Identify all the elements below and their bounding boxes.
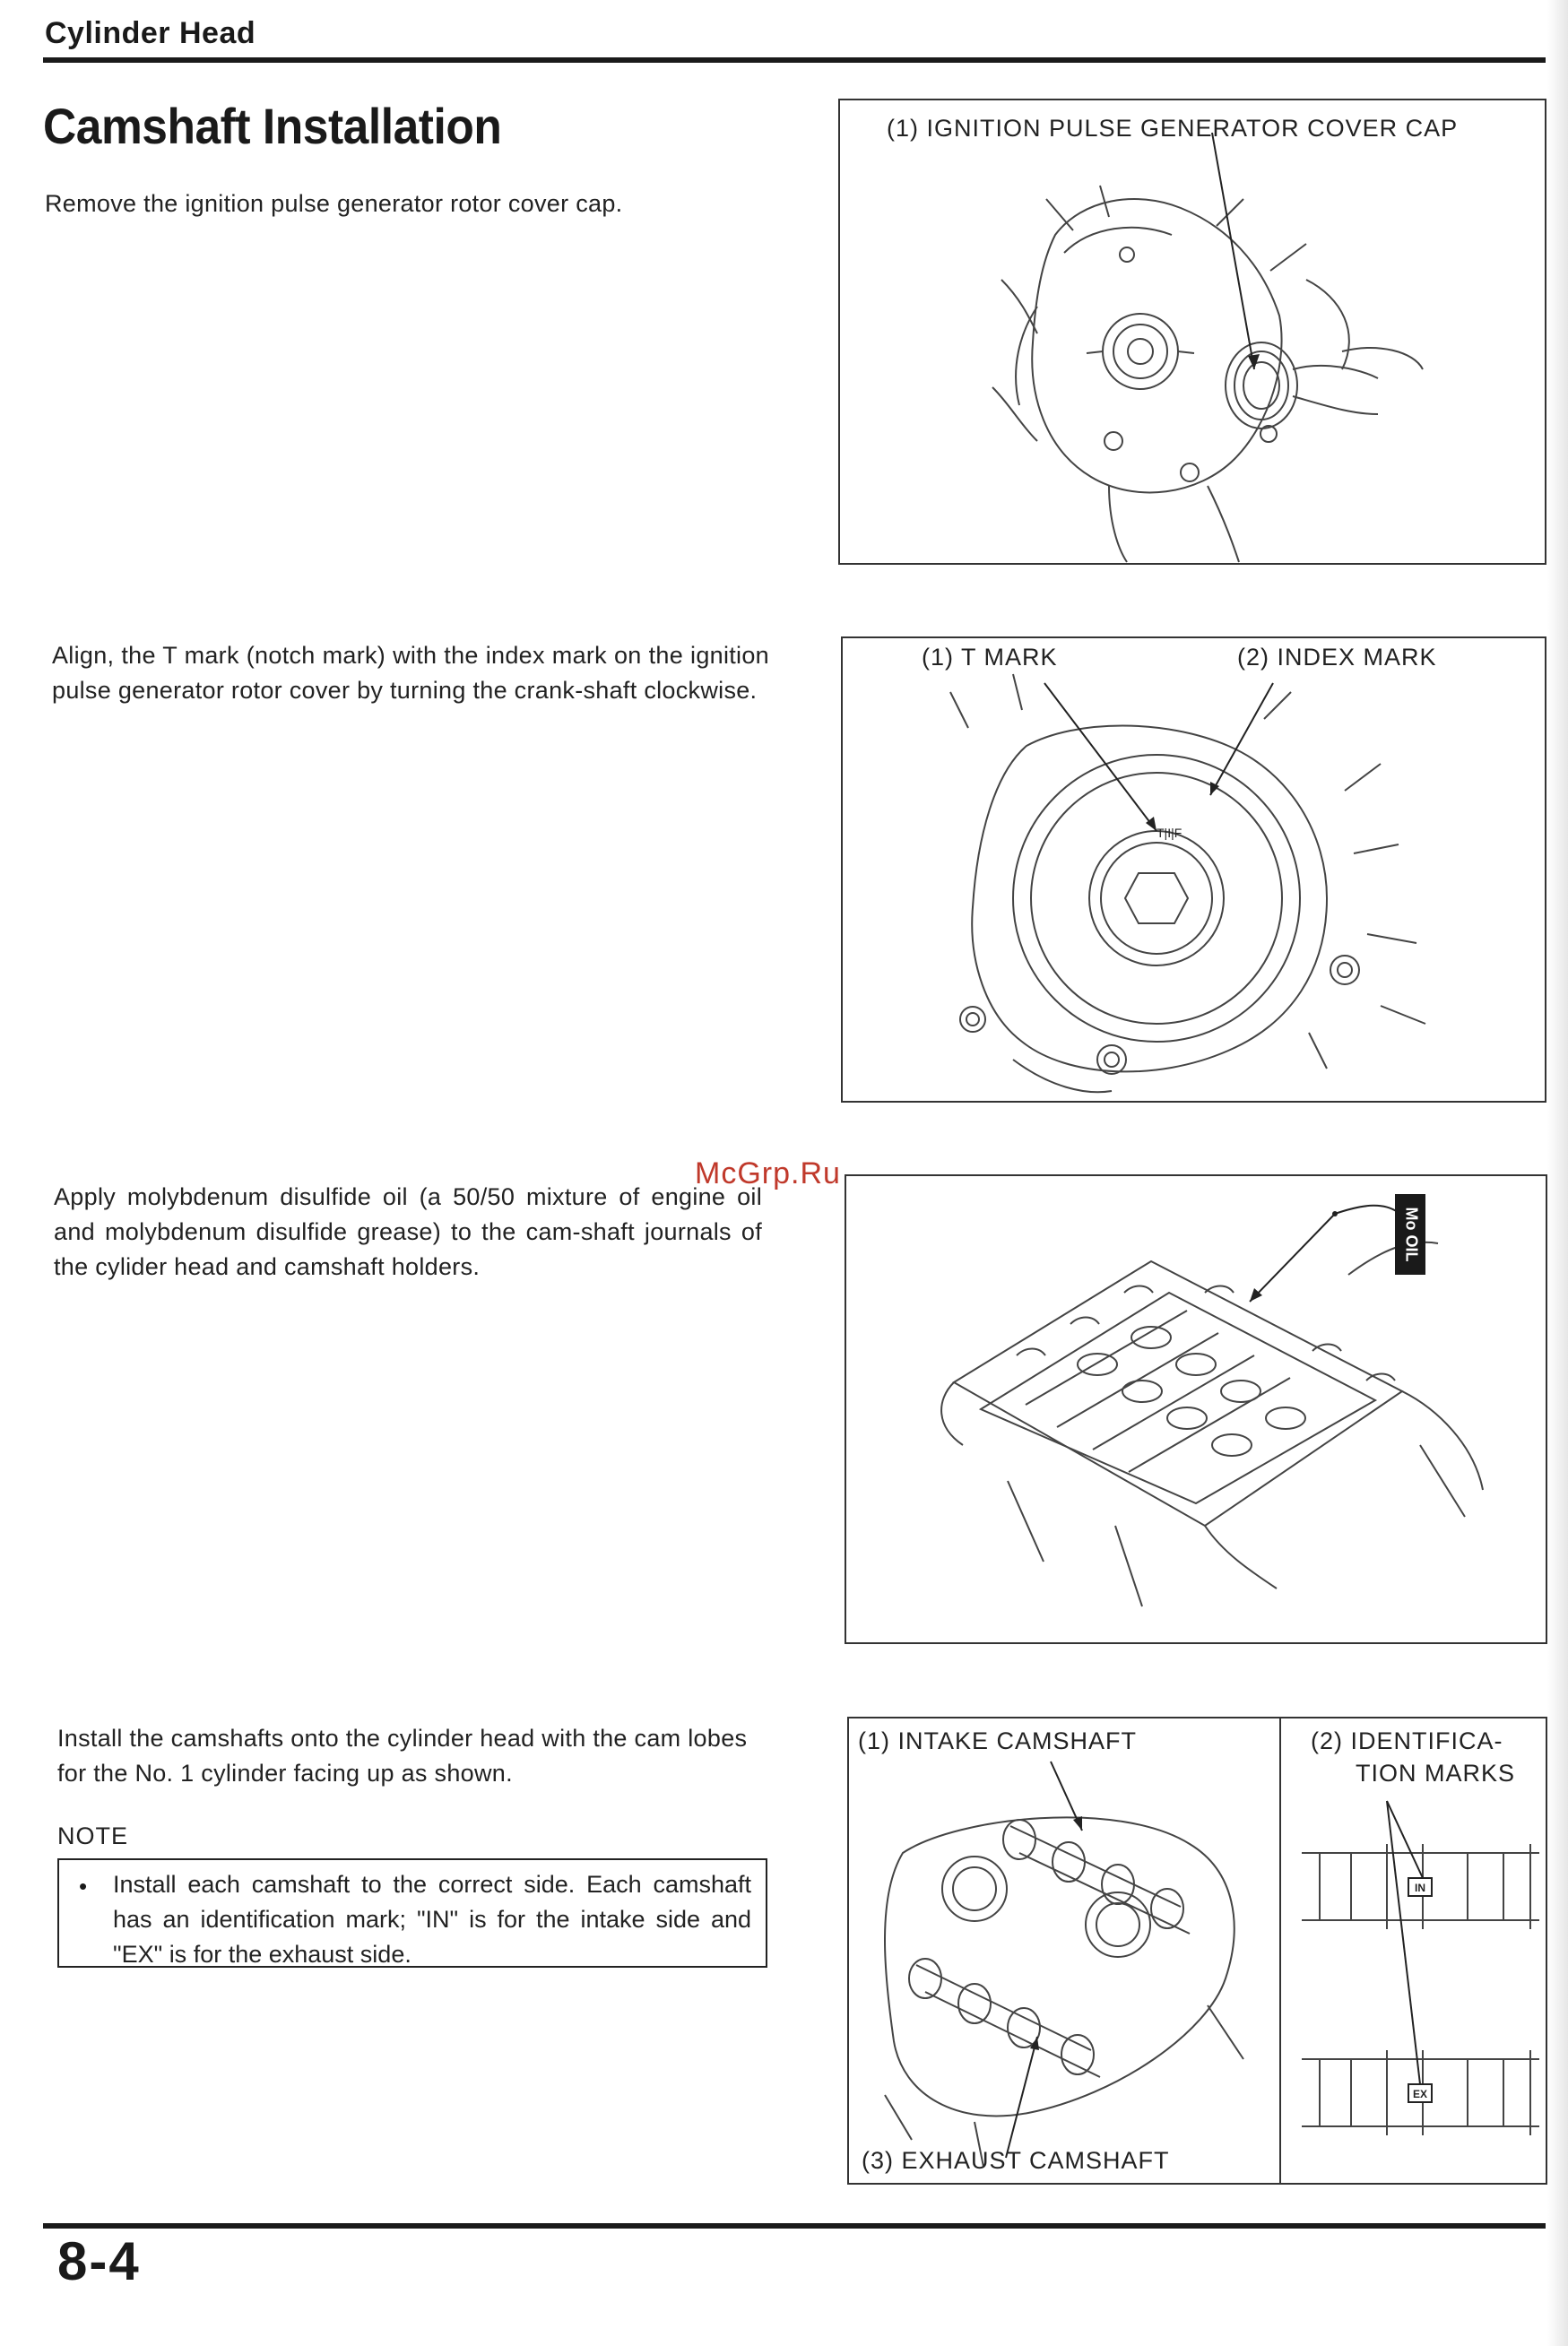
header-rule	[43, 57, 1546, 63]
fig1-label-cover-cap: (1) IGNITION PULSE GENERATOR COVER CAP	[887, 115, 1459, 142]
fig2-label-t-mark: (1) T MARK	[922, 644, 1058, 671]
section-title: Cylinder Head	[45, 16, 256, 50]
footer-rule	[43, 2223, 1546, 2229]
camshafts-illustration	[849, 1718, 1546, 2183]
step-4-text: Install the camshafts onto the cylinder head with the cam lobes for the No. 1 cylinder facing up as shown.	[57, 1725, 748, 1787]
step-3-text: Apply molybdenum disulfide oil (a 50/50 mixture of engine oil and molybdenum disulfide grease) to the cam-shaft journals of the cylider head and camshaft holders.	[54, 1183, 762, 1280]
fig4-label-id-marks-line2: TION MARKS	[1356, 1760, 1516, 1787]
fig4-label-id-marks-line1: (2) IDENTIFICA-	[1311, 1727, 1503, 1754]
page-number: 8-4	[57, 2231, 141, 2291]
page-title: Camshaft Installation	[43, 98, 502, 154]
watermark: McGrp.Ru	[695, 1156, 841, 1190]
fig4-label-intake: (1) INTAKE CAMSHAFT	[858, 1727, 1138, 1754]
rotor-marks-text: T|I|F	[1157, 826, 1182, 840]
note-text: Install each camshaft to the correct side. Each camshaft has an identification mark; "IN" is for the intake side and "EX" is for the exhaust side.	[113, 1871, 751, 1968]
cylinder-head-illustration	[846, 1176, 1546, 1642]
figure-cover-cap	[838, 99, 1546, 565]
fig4-divider	[1279, 1718, 1281, 2183]
cover-cap-illustration	[840, 100, 1545, 563]
id-mark-in: IN	[1415, 1882, 1425, 1894]
note-bullet: •	[79, 1873, 88, 1900]
fig2-label-index-mark: (2) INDEX MARK	[1237, 644, 1437, 671]
step-2-text: Align, the T mark (notch mark) with the index mark on the ignition pulse generator rotor cover by turning the crank-shaft clockwise.	[52, 642, 769, 704]
step-1-text: Remove the ignition pulse generator rotor cover cap.	[45, 190, 623, 217]
note-box	[57, 1858, 767, 1968]
figure-camshaft-journals	[845, 1174, 1547, 1644]
id-mark-ex: EX	[1412, 2088, 1428, 2100]
page-edge-shadow	[1547, 0, 1568, 2346]
figure-camshaft-install	[847, 1717, 1547, 2185]
note-label: NOTE	[57, 1822, 129, 1849]
fig4-label-exhaust: (3) EXHAUST CAMSHAFT	[862, 2147, 1170, 2174]
timing-marks-illustration	[843, 638, 1545, 1101]
figure-timing-marks	[841, 636, 1546, 1103]
mo-oil-tag: Mo OIL	[1402, 1207, 1421, 1262]
